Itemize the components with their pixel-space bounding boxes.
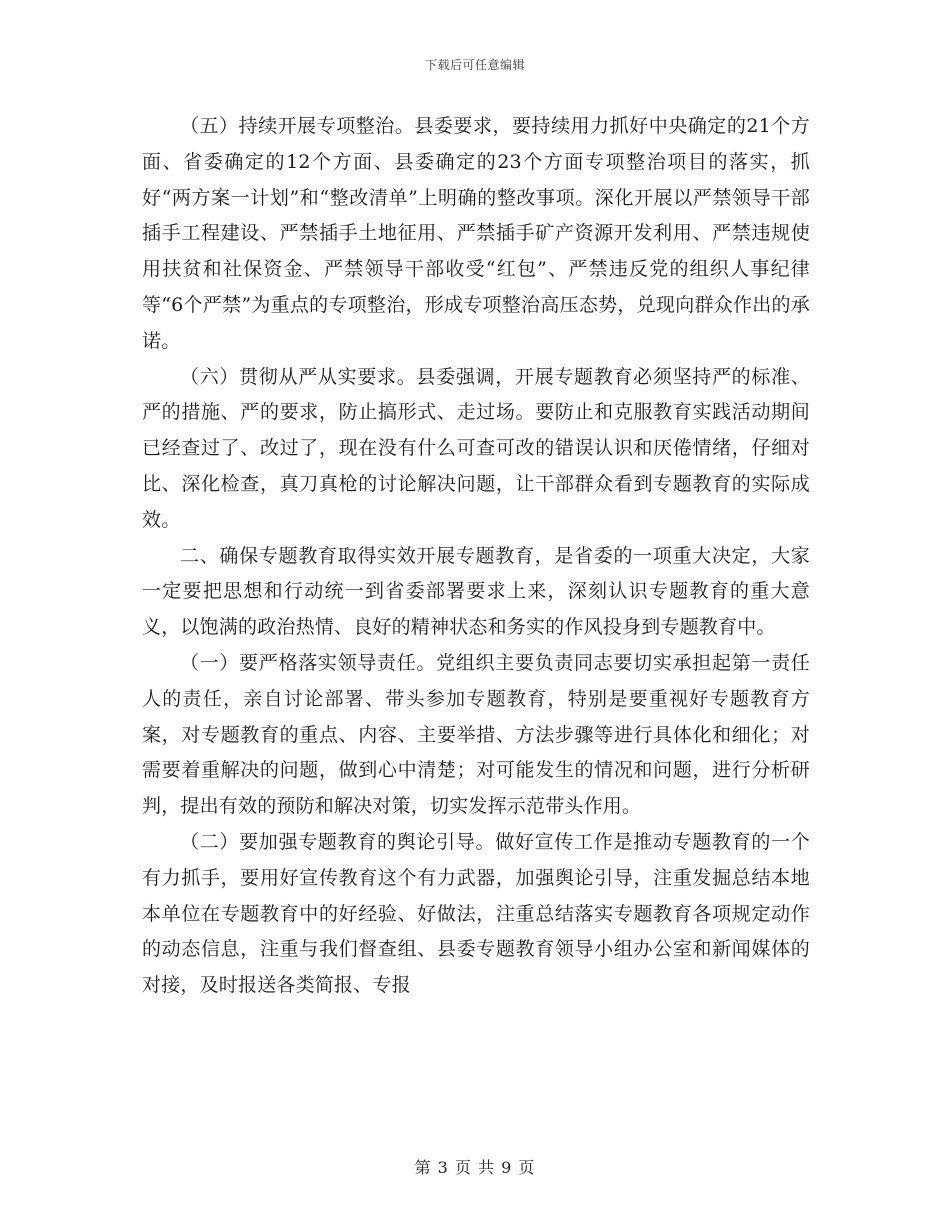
paragraph-section-two: 二、确保专题教育取得实效开展专题教育，是省委的一项重大决定，大家一定要把思想和行动统一到省委部署要求上来，深刻认识专题教育的重大意义，以饱满的政治热情、良好的精神状态和务实的作风投身到专题教育中。 xyxy=(142,544,810,639)
paragraph-special-rectification: （五）持续开展专项整治。县委要求，要持续用力抓好中央确定的21个方面、省委确定的12个方面、县委确定的23个方面专项整治项目的落实，抓好“两方案一计划”和“整改清单”上明确的整改事项。深化开展以严禁领导干部插手工程建设、严禁插手土地征用、严禁插手矿产资源开发利用、严禁违规使用扶贫和社保资金、严禁领导干部收受“红包”、严禁违反党的组织人事纪律等“6个严禁”为重点的专项整治，形成专项整治高压态势，兑现向群众作出的承诺。 xyxy=(142,115,810,352)
paragraph-public-opinion: （二）要加强专题教育的舆论引导。做好宣传工作是推动专题教育的一个有力抓手，要用好宣传教育这个有力武器，加强舆论引导，注重发掘总结本地本单位在专题教育中的好经验、好做法，注重总结落实专题教育各项规定动作的动态信息，注重与我们督查组、县委专题教育领导小组办公室和新闻媒体的对接，及时报送各类简报、专报 xyxy=(142,830,810,997)
document-body xyxy=(142,109,810,1004)
page-number-footer: 第 3 页 共 9 页 xyxy=(414,1158,536,1177)
paragraph-leadership-responsibility: （一）要严格落实领导责任。党组织主要负责同志要切实承担起第一责任人的责任，亲自讨论部署、带头参加专题教育，特别是要重视好专题教育方案，对专题教育的重点、内容、主要举措、方法步骤等进行具体化和细化；对需要着重解决的问题，做到心中清楚；对可能发生的情况和问题，进行分析研判，提出有效的预防和解决对策，切实发挥示范带头作用。 xyxy=(142,651,810,818)
paragraph-strict-requirements: （六）贯彻从严从实要求。县委强调，开展专题教育必须坚持严的标准、严的措施、严的要求，防止搞形式、走过场。要防止和克服教育实践活动期间已经查过了、改过了，现在没有什么可查可改的错误认识和厌倦情绪，仔细对比、深化检查，真刀真枪的讨论解决问题，让干部群众看到专题教育的实际成效。 xyxy=(142,365,810,531)
page-header-note: 下载后可任意编辑 xyxy=(424,58,525,72)
